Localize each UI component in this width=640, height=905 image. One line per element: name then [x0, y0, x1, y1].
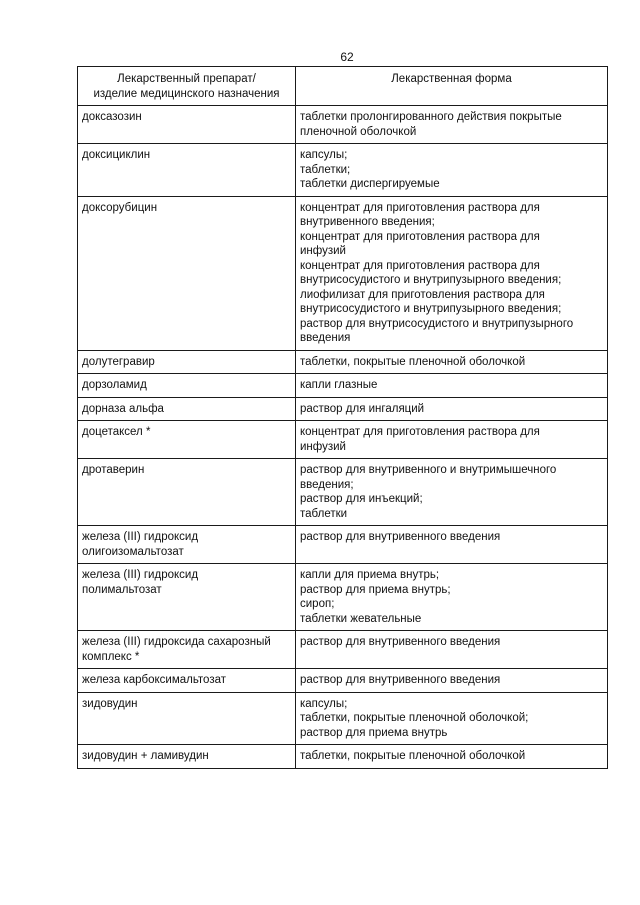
drug-name-cell	[78, 106, 296, 144]
dosage-form: раствор для внутривенного введения	[300, 636, 501, 648]
dosage-form-cell	[296, 397, 608, 421]
dosage-form-cell	[296, 745, 608, 769]
dosage-form-cell	[296, 669, 608, 693]
dosage-form-cell	[296, 196, 608, 350]
dosage-form: таблетки, покрытые пленочной оболочкой	[300, 355, 526, 368]
table-row	[78, 692, 608, 745]
table-row	[78, 526, 608, 564]
dosage-form-cell	[296, 692, 608, 745]
drug-name-cell	[78, 692, 296, 745]
table-row	[78, 196, 608, 350]
drug-name-cell	[78, 526, 296, 564]
dosage-form: раствор для внутривенного введения	[300, 674, 501, 686]
drug-name-cell	[78, 459, 296, 526]
table-row	[78, 144, 608, 197]
drug-name: железа (III) гидроксид полимальтозат	[82, 569, 199, 596]
dosage-form-cell	[296, 144, 608, 197]
dosage-form: капсулы; таблетки; таблетки диспергируемые	[300, 149, 440, 190]
table-row	[78, 745, 608, 769]
table-row	[78, 421, 608, 459]
drug-name: дротаверин	[82, 464, 145, 476]
drug-name: железа карбоксимальтозат	[82, 674, 227, 686]
drug-name-cell	[78, 374, 296, 398]
dosage-form: раствор для внутривенного введения	[300, 531, 501, 543]
dosage-form-cell	[296, 421, 608, 459]
drug-name: долутегравир	[82, 355, 155, 368]
table-body	[78, 106, 608, 769]
table-row	[78, 564, 608, 631]
drug-name: зидовудин + ламивудин	[82, 750, 209, 762]
dosage-form-cell	[296, 350, 608, 374]
dosage-form: капсулы; таблетки, покрытые пленочной оболочкой; раствор для приема внутрь	[300, 697, 529, 739]
dosage-form: концентрат для приготовления раствора для инфузий	[300, 426, 540, 453]
dosage-form-cell	[296, 459, 608, 526]
dosage-form-cell	[296, 631, 608, 669]
dosage-form: таблетки, покрытые пленочной оболочкой	[300, 750, 526, 762]
drug-name: зидовудин	[82, 697, 138, 710]
drug-name-cell	[78, 144, 296, 197]
dosage-form-cell	[296, 106, 608, 144]
drug-name-cell	[78, 350, 296, 374]
drug-name-cell	[78, 745, 296, 769]
dosage-form-cell	[296, 374, 608, 398]
table-row	[78, 350, 608, 374]
drug-name: дорзоламид	[82, 379, 147, 391]
dosage-form: раствор для ингаляций	[300, 402, 425, 415]
drug-name: доксазозин	[82, 111, 142, 123]
table-row	[78, 397, 608, 421]
table-row	[78, 669, 608, 693]
header-form: Лекарственная форма	[296, 67, 608, 106]
table-row	[78, 106, 608, 144]
drug-name: доксициклин	[82, 149, 151, 161]
drug-table	[77, 66, 608, 769]
drug-name-cell	[78, 631, 296, 669]
dosage-form-cell	[296, 526, 608, 564]
table-row	[78, 631, 608, 669]
table-row	[78, 459, 608, 526]
drug-name: дорназа альфа	[82, 402, 164, 415]
dosage-form: концентрат для приготовления раствора для внутривенного введения; концентрат для приготовления раствора для инфузий концентрат для приготовления раствора для внутрисосудистого и внутрипузырного введения; лиофилизат для приготовления раствора для внутрисосудистого и внутрипузырного введения; раствор для внутрисосудистого и внутрипузырного введения	[300, 201, 574, 344]
table-header-row	[78, 67, 608, 106]
drug-name: железа (III) гидроксида сахарозный комплекс *	[82, 636, 271, 663]
drug-name: железа (III) гидроксид олигоизомальтозат	[82, 531, 199, 558]
drug-name-cell	[78, 669, 296, 693]
dosage-form: капли глазные	[300, 379, 378, 391]
page-number: 62	[340, 50, 354, 64]
drug-name-cell	[78, 564, 296, 631]
dosage-form: таблетки пролонгированного действия покрытые пленочной оболочкой	[300, 111, 562, 138]
drug-name: доксорубицин	[82, 201, 158, 214]
header-drug: Лекарственный препарат/ изделие медицинского назначения	[78, 67, 296, 106]
drug-name-cell	[78, 421, 296, 459]
drug-name: доцетаксел *	[82, 426, 151, 438]
table-row	[78, 374, 608, 398]
drug-name-cell	[78, 397, 296, 421]
dosage-form: раствор для внутривенного и внутримышечного введения; раствор для инъекций; таблетки	[300, 464, 557, 520]
dosage-form-cell	[296, 564, 608, 631]
dosage-form: капли для приема внутрь; раствор для приема внутрь; сироп; таблетки жевательные	[300, 569, 451, 625]
drug-name-cell	[78, 196, 296, 350]
